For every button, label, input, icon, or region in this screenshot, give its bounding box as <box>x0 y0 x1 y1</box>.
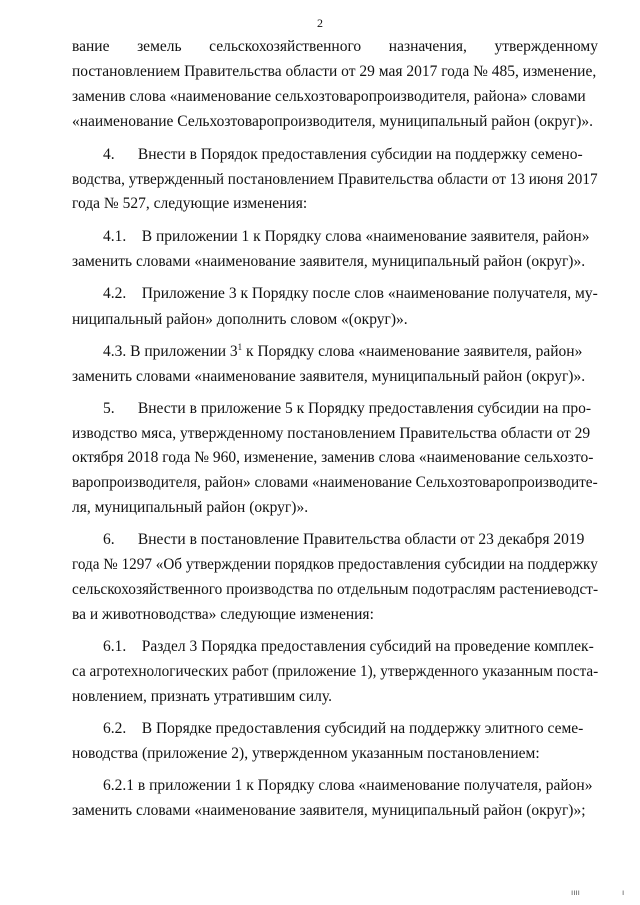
line-text: заменить словами «наименование заявителя, муниципальный район (округ)». <box>72 368 586 385</box>
text-line <box>0 743 640 765</box>
text-line <box>0 636 640 658</box>
text-line <box>0 366 640 388</box>
text-line <box>0 447 640 469</box>
text-line <box>0 423 640 445</box>
text-line <box>0 775 640 797</box>
line-text: 6.2.1 в приложении 1 к Порядку слова «наименование получателя, район» <box>103 777 593 794</box>
line-text: года № 1297 «Об утверждении порядков предоставления субсидии на поддержку <box>72 556 598 573</box>
text-line <box>0 554 640 576</box>
text-line <box>0 144 640 166</box>
line-text: 5. Внести в приложение 5 к Порядку предоставления субсидии на про- <box>103 400 592 417</box>
line-text: новлением, признать утратившим силу. <box>72 688 332 705</box>
word: сельскохозяйственного <box>209 38 362 55</box>
line-text: «наименование Сельхозтоваропроизводителя, муниципальный район (округ)». <box>72 113 593 130</box>
line-text: 4.3. В приложении 3 <box>103 343 238 360</box>
text-line <box>0 579 640 601</box>
line-text: ниципальный район» дополнить словом «(округ)». <box>72 311 408 328</box>
line-text: 4. Внести в Порядок предоставления субсидии на поддержку семено- <box>103 146 583 163</box>
line-text: заменить словами «наименование заявителя, муниципальный район (округ)»; <box>72 802 586 819</box>
line-text: года № 527, следующие изменения: <box>72 195 308 212</box>
line-text: 6.2. В Порядке предоставления субсидий на поддержку элитного семе- <box>103 720 584 737</box>
line-text: 6. Внести в постановление Правительства области от 23 декабря 2019 <box>103 531 585 548</box>
text-line <box>0 604 640 626</box>
text-line <box>0 61 640 83</box>
text-line <box>0 251 640 273</box>
text-line <box>0 686 640 708</box>
text-line <box>0 86 640 108</box>
word: назначения, <box>388 38 467 55</box>
text-line <box>0 497 640 519</box>
line-text: к Порядку слова «наименование заявителя, район» <box>242 343 583 360</box>
text-line <box>0 800 640 822</box>
line-text: изводство мяса, утвержденному постановлением Правительства области от 29 <box>72 425 591 442</box>
superscript: 1 <box>237 341 243 352</box>
line-text: постановлением Правительства области от 29 мая 2017 года № 485, изменение, <box>72 63 597 80</box>
text-line <box>0 193 640 215</box>
word: вание <box>72 38 110 55</box>
line-text: 6.1. Раздел 3 Порядка предоставления субсидий на проведение комплек- <box>103 638 594 655</box>
text-line <box>0 309 640 331</box>
text-line <box>0 283 640 305</box>
text-line <box>0 111 640 133</box>
text-line <box>0 718 640 740</box>
line-text: заменить словами «наименование заявителя, муниципальный район (округ)». <box>72 253 586 270</box>
line-text: водства, утвержденный постановлением Правительства области от 13 июня 2017 <box>72 171 598 188</box>
text-line <box>0 472 640 494</box>
text-line <box>0 169 640 191</box>
line-text: октября 2018 года № 960, изменение, заменив слова «наименование сельхозто- <box>72 449 594 466</box>
line-text: сельскохозяйственного производства по отдельным подотраслям растениеводст- <box>72 581 599 598</box>
line-text: новодства (приложение 2), утвержденном указанным постановлением: <box>72 745 540 762</box>
line-text: ва и животноводства» следующие изменения: <box>72 606 374 623</box>
text-line <box>0 529 640 551</box>
text-line <box>0 341 640 363</box>
line-text: варопроизводителя, район» словами «наименование Сельхозтоваропроизводите- <box>72 474 598 491</box>
text-line <box>0 36 640 58</box>
text-line <box>0 661 640 683</box>
line-text: ля, муниципальный район (округ)». <box>72 499 309 516</box>
line-text: са агротехнологических работ (приложение 1), утвержденного указанным поста- <box>72 663 599 680</box>
word: земель <box>137 38 182 55</box>
text-line <box>0 398 640 420</box>
text-line <box>0 226 640 248</box>
page-number: 2 <box>317 16 323 30</box>
line-text: 4.2. Приложение 3 к Порядку после слов «наименование получателя, му- <box>103 285 598 302</box>
line-text: 4.1. В приложении 1 к Порядку слова «наименование заявителя, район» <box>103 228 590 245</box>
line-text: заменив слова «наименование сельхозтоваропроизводителя, района» словами <box>72 88 586 105</box>
word: утвержденному <box>494 38 598 55</box>
scan-mark: ıııı <box>571 888 580 897</box>
scan-mark: ı <box>622 888 625 897</box>
